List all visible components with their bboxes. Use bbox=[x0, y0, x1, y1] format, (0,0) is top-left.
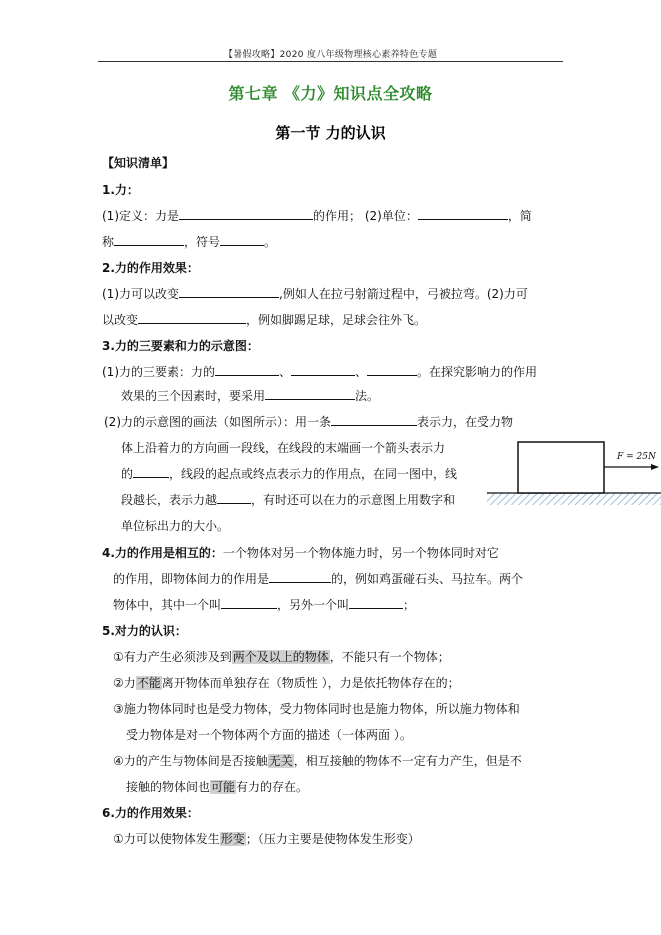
force-arrow-head-icon bbox=[651, 464, 659, 470]
highlight-deformation: 形变 bbox=[220, 832, 245, 846]
header-divider bbox=[98, 61, 563, 62]
s1-line1: (1)定义：力是 的作用； (2)单位： ，简 bbox=[102, 209, 532, 223]
blank-element-2[interactable] bbox=[291, 364, 355, 376]
blank-effect-1[interactable] bbox=[179, 286, 279, 298]
blank-length-meaning[interactable] bbox=[217, 492, 251, 504]
force-diagram bbox=[487, 437, 661, 511]
blank-arrow-meaning[interactable] bbox=[133, 466, 169, 478]
s6-point1: ①力可以使物体发生形变；（压力主要是使物体发生形变） bbox=[113, 832, 420, 846]
s3-line1: (1)力的三要素：力的 、 、 。在探究影响力的作用 bbox=[102, 365, 538, 379]
s2-line2: 以改变 ，例如脚踢足球，足球会往外飞。 bbox=[102, 313, 427, 327]
s5-point1: ①有力产生必须涉及到两个及以上的物体，不能只有一个物体； bbox=[113, 650, 450, 664]
blank-symbol[interactable] bbox=[220, 234, 264, 246]
s3-line2: 效果的三个因素时，要采用 法。 bbox=[121, 389, 380, 403]
s1-heading: 1.力： bbox=[102, 183, 139, 197]
blank-mutual[interactable] bbox=[269, 571, 331, 583]
blank-unit[interactable] bbox=[418, 208, 508, 220]
blank-applier[interactable] bbox=[221, 597, 277, 609]
page-header: 【暑假攻略】2020 度八年级物理核心素养特色专题 bbox=[223, 50, 438, 60]
s5-point3a: ③施力物体同时也是受力物体，受力物体同时也是施力物体，所以施力物体和 bbox=[113, 702, 520, 716]
block-box bbox=[518, 442, 604, 493]
s4-line2: 的作用，即物体间力的作用是 的，例如鸡蛋碰石头、马拉车。两个 bbox=[113, 572, 524, 586]
section-title: 第一节 力的认识 bbox=[275, 124, 386, 142]
knowledge-list-heading: 【知识清单】 bbox=[102, 156, 175, 170]
blank-element-3[interactable] bbox=[367, 364, 417, 376]
blank-force-definition[interactable] bbox=[179, 208, 313, 220]
s3-line6: 段越长，表示力越 ，有时还可以在力的示意图上用数字和 bbox=[121, 493, 456, 507]
s1-line2: 称 ，符号 。 bbox=[102, 235, 277, 249]
s5-point4b: 接触的物体间也可能有力的存在。 bbox=[126, 780, 309, 794]
s3-line7: 单位标出力的大小。 bbox=[121, 519, 230, 533]
s3-heading: 3.力的三要素和力的示意图： bbox=[102, 339, 259, 353]
s5-point2: ②力不能离开物体而单独存在（物质性 ），力是依托物体存在的； bbox=[113, 676, 460, 690]
blank-method[interactable] bbox=[265, 388, 355, 400]
s2-line1: (1)力可以改变 ,例如人在拉弓射箭过程中，弓被拉弯。(2)力可 bbox=[102, 287, 528, 301]
blank-unit-short[interactable] bbox=[114, 234, 184, 246]
blank-receiver[interactable] bbox=[349, 597, 403, 609]
force-label: F = 25N bbox=[617, 452, 656, 462]
blank-effect-2[interactable] bbox=[138, 312, 246, 324]
s5-point3b: 受力物体是对一个物体两个方面的描述（一体两面 ）。 bbox=[126, 728, 412, 742]
chapter-title: 第七章 《力》知识点全攻略 bbox=[228, 84, 433, 103]
s3-line4: 体上沿着力的方向画一段线，在线段的末端画一个箭头表示力 bbox=[121, 441, 446, 455]
s3-line5: 的 ，线段的起点或终点表示力的作用点，在同一图中，线 bbox=[121, 467, 458, 481]
s4-line3: 物体中，其中一个叫 ，另外一个叫 ； bbox=[113, 598, 416, 612]
s5-heading: 5.对力的认识： bbox=[102, 624, 187, 638]
s3-line3: (2)力的示意图的画法（如图所示）：用一条 表示力，在受力物 bbox=[104, 415, 514, 429]
s6-heading: 6.力的作用效果： bbox=[102, 806, 199, 820]
highlight-two-objects: 两个及以上的物体 bbox=[232, 650, 329, 664]
ground-hatch bbox=[487, 493, 661, 505]
s2-heading: 2.力的作用效果： bbox=[102, 261, 199, 275]
s4-line1: 4.力的作用是相互的：一个物体对另一个物体施力时，另一个物体同时对它 bbox=[102, 546, 499, 560]
highlight-possible: 可能 bbox=[211, 780, 236, 794]
highlight-unrelated: 无关 bbox=[268, 754, 293, 768]
blank-line-type[interactable] bbox=[331, 414, 417, 426]
s5-point4a: ④力的产生与物体间是否接触无关，相互接触的物体不一定有力产生，但是不 bbox=[113, 754, 522, 768]
blank-element-1[interactable] bbox=[215, 364, 279, 376]
highlight-cannot: 不能 bbox=[136, 676, 161, 690]
